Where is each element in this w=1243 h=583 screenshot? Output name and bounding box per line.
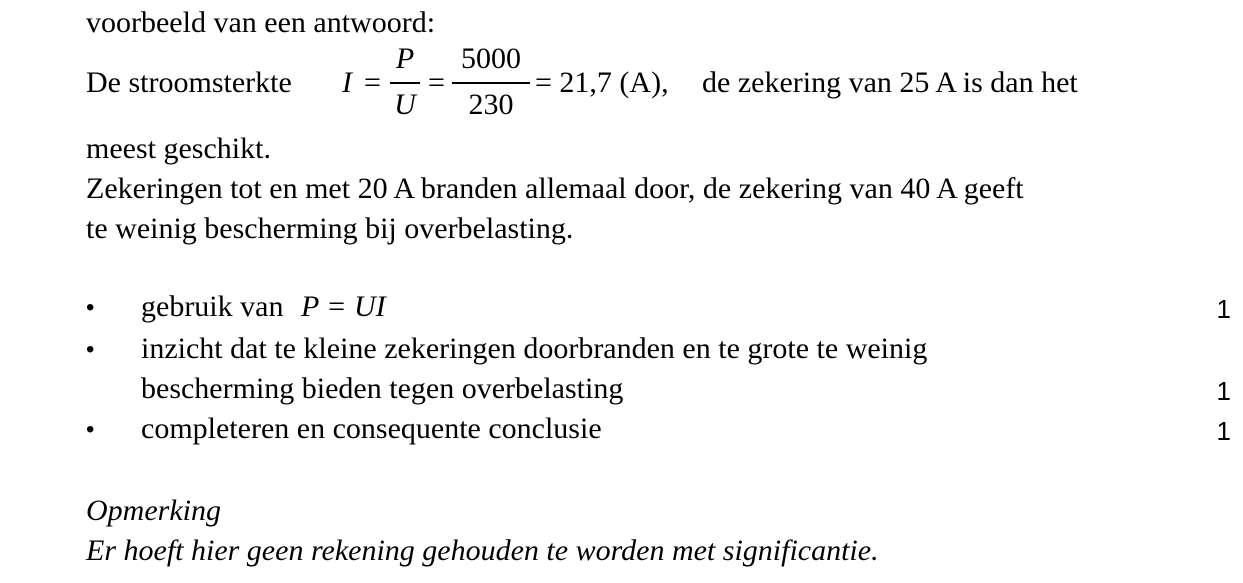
score-value: 1 xyxy=(1216,416,1231,446)
fraction-bar xyxy=(390,82,420,84)
paragraph-line-2: te weinig bescherming bij overbelasting. xyxy=(86,212,574,245)
equals-sign-1: = xyxy=(364,66,381,99)
fraction-5000-numerator: 5000 xyxy=(461,42,521,75)
fraction-p-numerator: P xyxy=(395,42,415,75)
formula-suffix: de zekering van 25 A is dan het xyxy=(702,66,1078,99)
formula-prefix: De stroomsterkte xyxy=(86,66,292,99)
fraction-bar xyxy=(452,82,530,84)
remark-text: Er hoeft hier geen rekening gehouden te worden met significantie. xyxy=(86,534,879,567)
current-symbol: I xyxy=(342,66,352,99)
formula-result: = 21,7 (A), xyxy=(535,66,669,99)
bullet: • xyxy=(86,294,95,321)
bullet: • xyxy=(86,416,95,443)
score-value: 1 xyxy=(1216,376,1231,406)
fraction-5000-over-230 xyxy=(452,44,530,124)
line-continuation: meest geschikt. xyxy=(86,132,271,165)
fraction-u-denominator: U xyxy=(394,88,416,121)
criteria-text xyxy=(141,292,386,322)
criteria-text-line-1: inzicht dat te kleine zekeringen doorbranden en te grote te weinig xyxy=(141,332,928,365)
criteria-text-prefix: gebruik van xyxy=(141,290,284,323)
criteria-formula: P = UI xyxy=(300,290,386,323)
criteria-text-line-2: bescherming bieden tegen overbelasting xyxy=(141,372,624,405)
paragraph-line-1: Zekeringen tot en met 20 A branden allemaal door, de zekering van 40 A geeft xyxy=(86,172,1024,205)
criteria-text: completeren en consequente conclusie xyxy=(141,412,602,445)
equals-sign-2: = xyxy=(428,66,445,99)
score-value: 1 xyxy=(1216,294,1231,324)
fraction-p-over-u xyxy=(390,44,420,124)
fraction-230-denominator: 230 xyxy=(468,88,514,121)
bullet: • xyxy=(86,336,95,363)
intro-text: voorbeeld van een antwoord: xyxy=(86,6,436,39)
remark-title: Opmerking xyxy=(86,494,221,527)
